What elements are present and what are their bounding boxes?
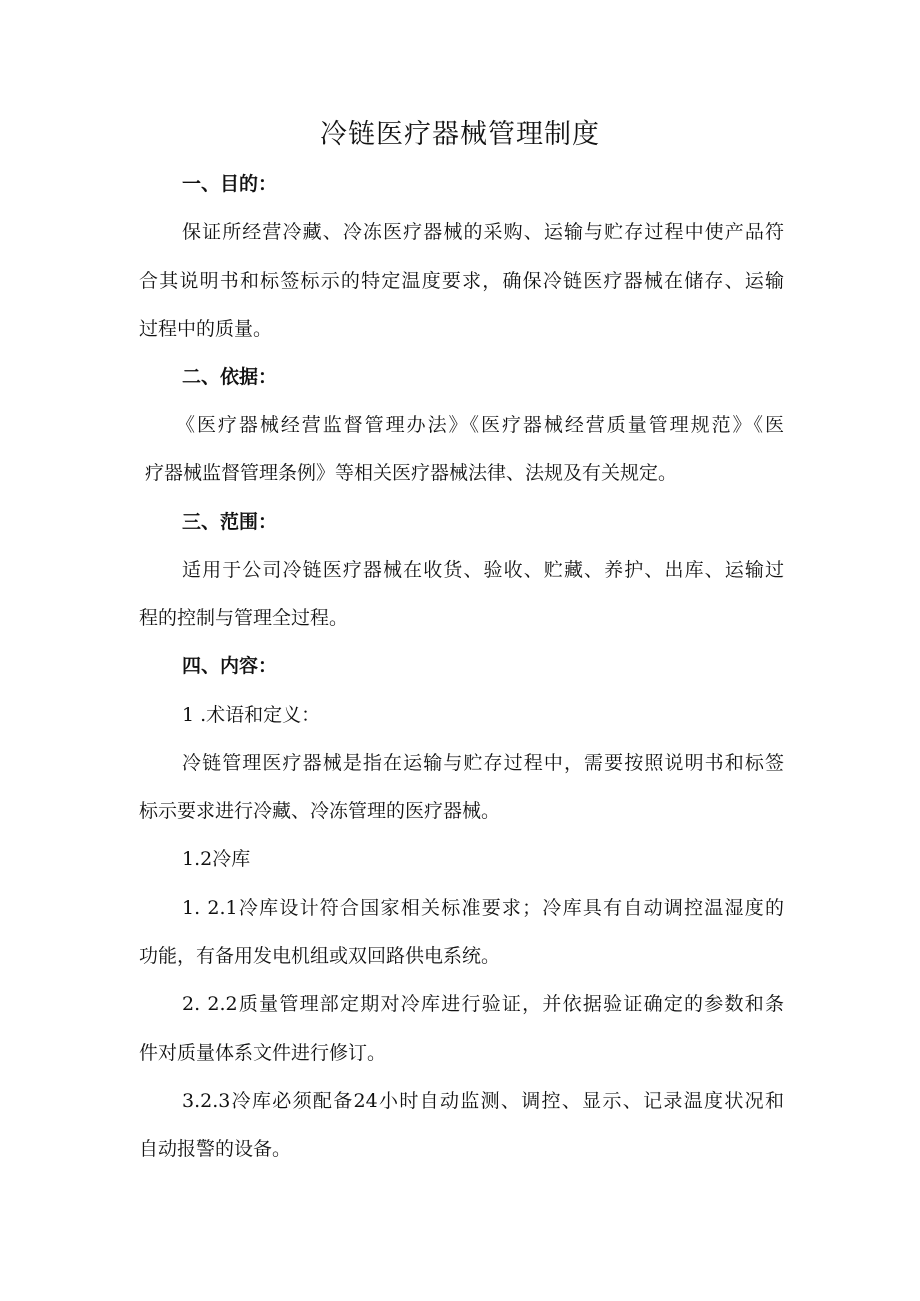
purpose-line-2: 合其说明书和标签标示的特定温度要求，确保冷链医疗器械在储存、运输	[139, 270, 784, 292]
definition-line-2: 标示要求进行冷藏、冷冻管理的医疗器械。	[139, 800, 501, 822]
scope-line-2: 程的控制与管理全过程。	[139, 607, 349, 629]
section-heading-content: 四、内容：	[182, 655, 278, 677]
item-3-2-3-line-1: 3.2.3冷库必须配备24小时自动监测、调控、显示、记录温度状况和	[182, 1090, 784, 1112]
section-heading-scope: 三、范围：	[182, 511, 278, 533]
basis-line-2: 疗器械监督管理条例》等相关医疗器械法律、法规及有关规定。	[145, 462, 678, 484]
item-2-2-2-line-1: 2. 2.2质量管理部定期对冷库进行验证，并依据验证确定的参数和条	[182, 993, 784, 1015]
item-1-2-1-line-1: 1. 2.1冷库设计符合国家相关标准要求；冷库具有自动调控温湿度的	[182, 897, 784, 919]
definition-line-1: 冷链管理医疗器械是指在运输与贮存过程中，需要按照说明书和标签	[182, 752, 784, 774]
item-3-2-3-line-2: 自动报警的设备。	[139, 1138, 292, 1160]
purpose-line-3: 过程中的质量。	[139, 318, 273, 340]
item-1-2-1-line-2: 功能，有备用发电机组或双回路供电系统。	[139, 945, 501, 967]
content-item-1: 1 .术语和定义：	[182, 704, 321, 726]
section-heading-purpose: 一、目的：	[182, 173, 278, 195]
basis-line-1: 《医疗器械经营监督管理办法》《医疗器械经营质量管理规范》《医	[176, 414, 784, 436]
content-item-1-2: 1.2冷库	[182, 848, 251, 870]
scope-line-1: 适用于公司冷链医疗器械在收货、验收、贮藏、养护、出库、运输过	[182, 559, 784, 581]
purpose-line-1: 保证所经营冷藏、冷冻医疗器械的采购、运输与贮存过程中使产品符	[182, 221, 784, 243]
section-heading-basis: 二、依据：	[182, 366, 278, 388]
item-2-2-2-line-2: 件对质量体系文件进行修订。	[139, 1042, 387, 1064]
document-title: 冷链医疗器械管理制度	[320, 119, 600, 150]
